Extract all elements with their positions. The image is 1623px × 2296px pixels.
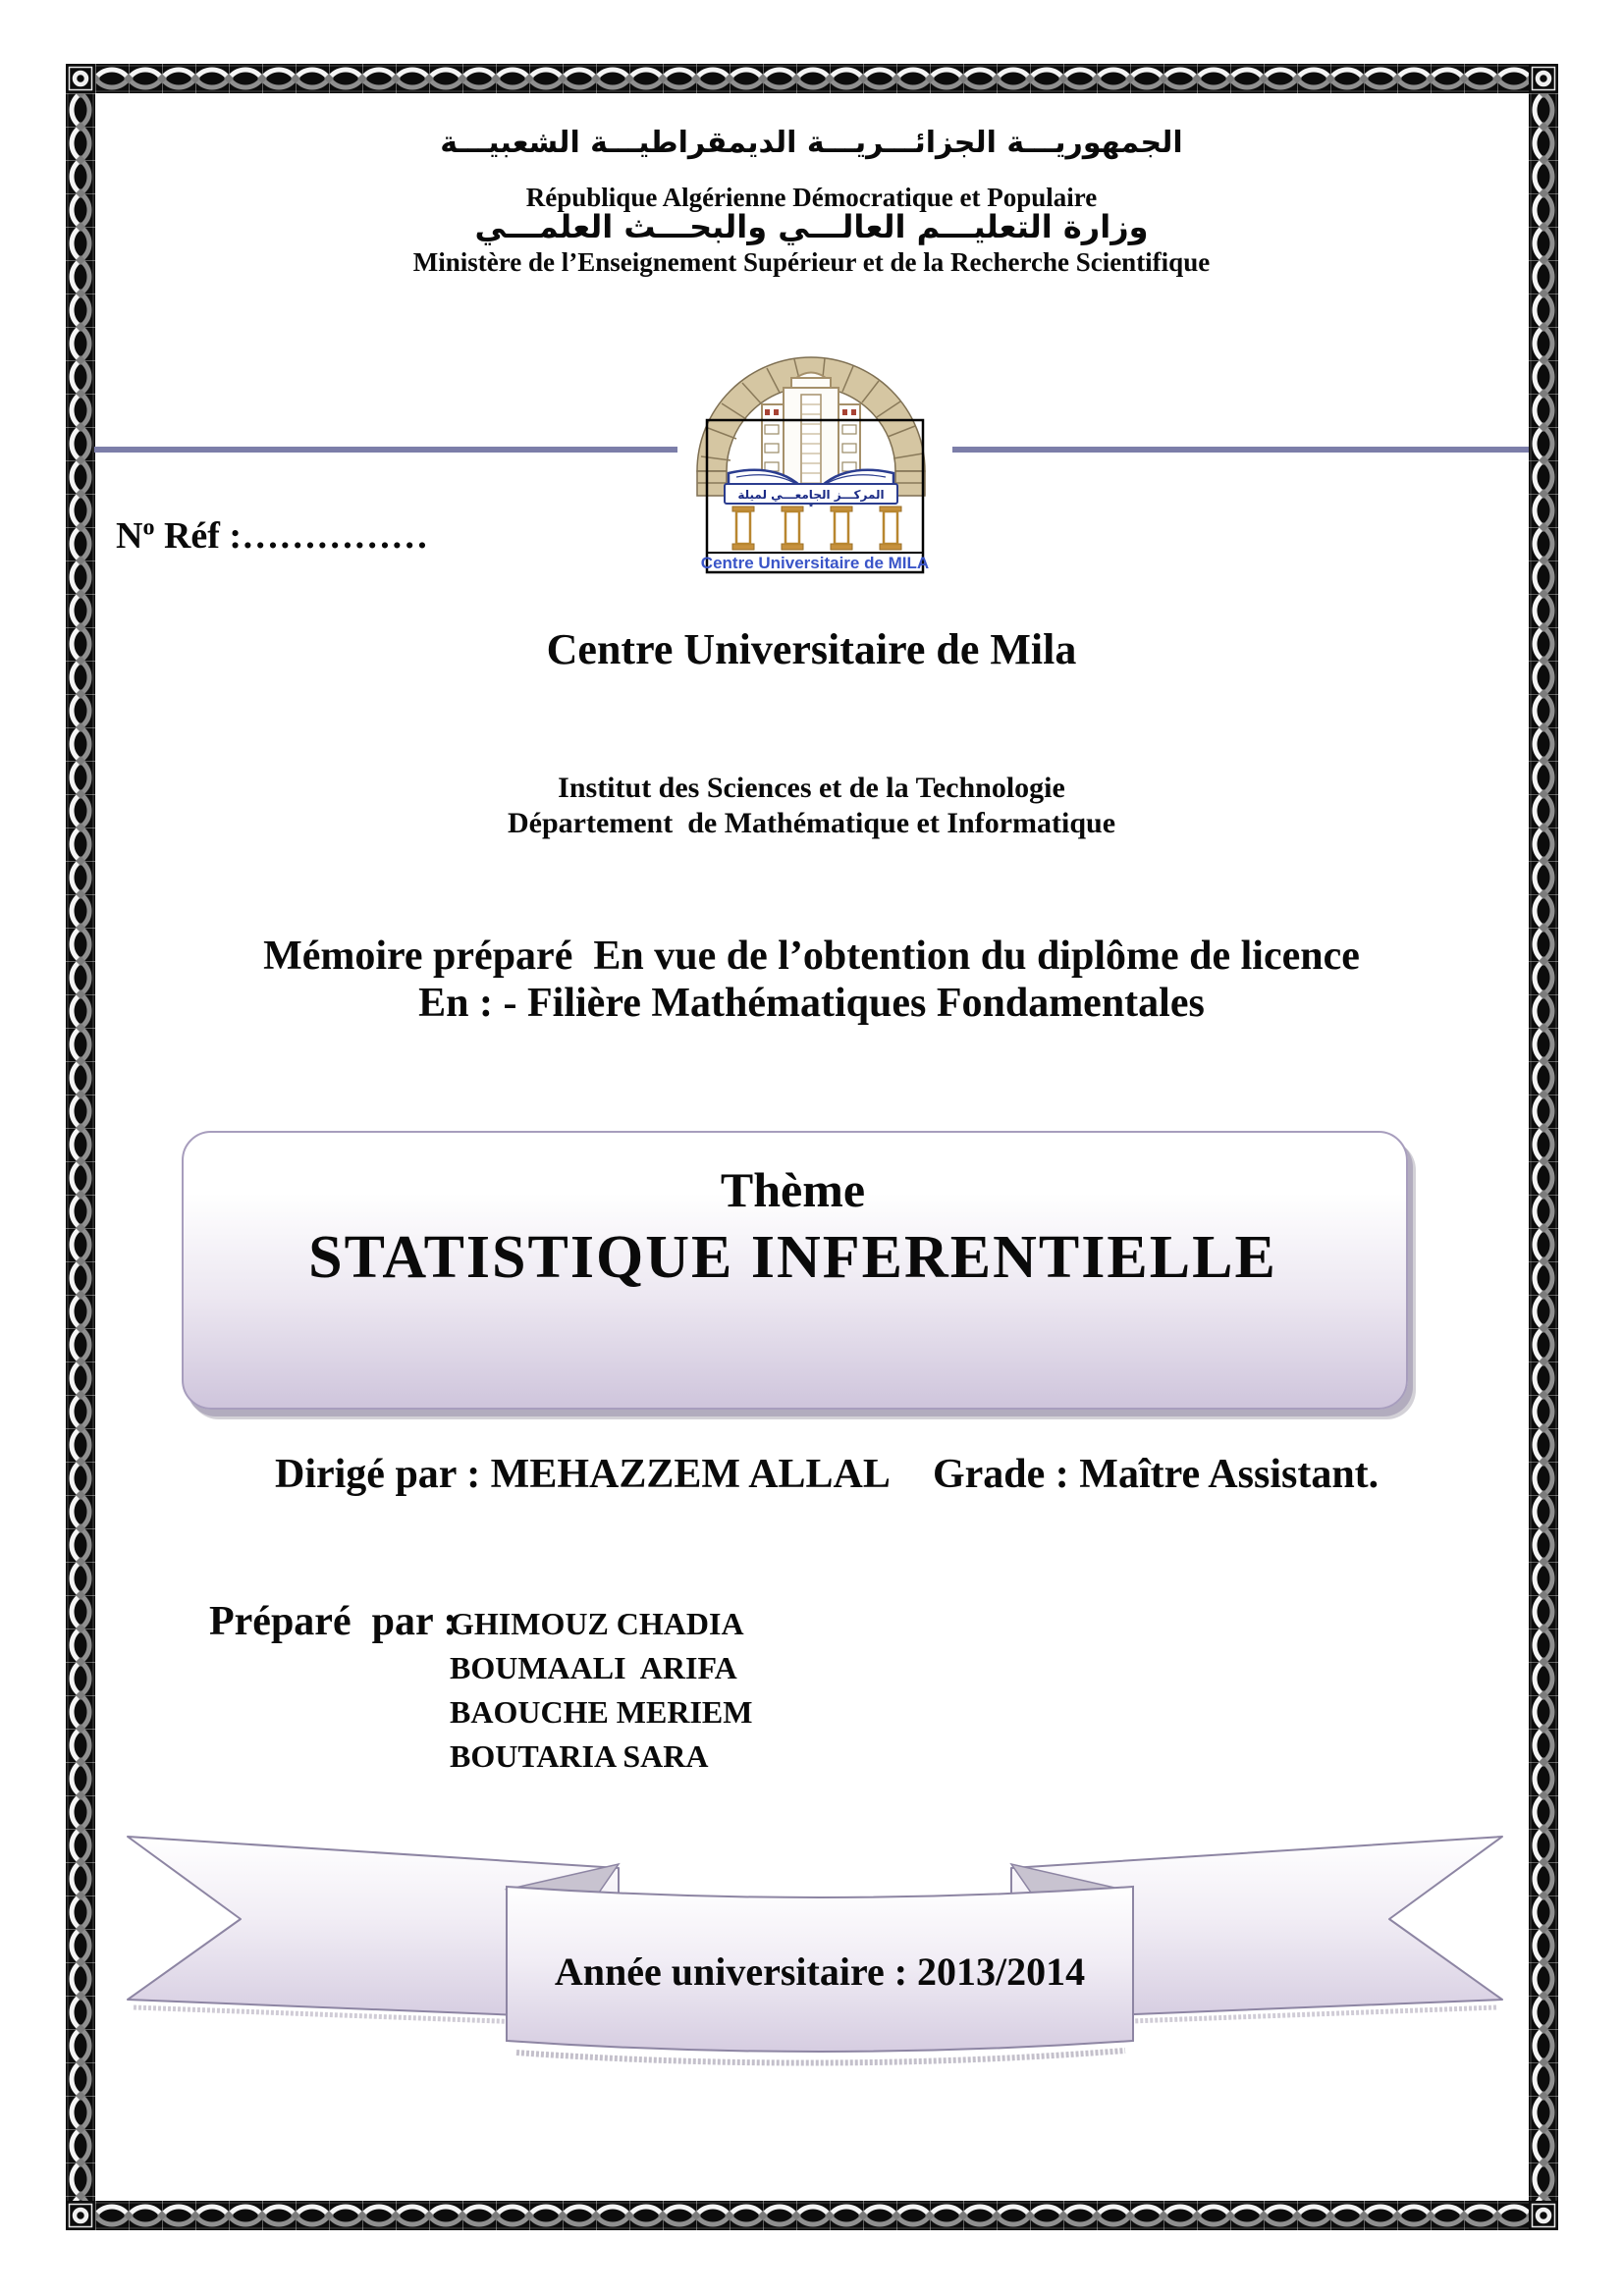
theme-title: STATISTIQUE INFERENTIELLE (308, 1224, 1277, 1291)
university-logo (668, 324, 962, 584)
prepared-name: GHIMOUZ CHADIA (450, 1606, 744, 1641)
header-french-ministry: Ministère de l’Enseignement Supérieur et de la Recherche Scientifique (412, 247, 1211, 277)
reference-prefix: N (116, 515, 143, 557)
grade-text: Grade : Maître Assistant. (933, 1452, 1380, 1497)
reference-superscript: o (142, 514, 155, 541)
logo-caption-text: Centre Universitaire de MILA (700, 554, 930, 572)
department-name: Département de Mathématique et Informatique (507, 807, 1116, 839)
prepared-names-list (450, 1602, 752, 1779)
academic-year-text: Année universitaire : 2013/2014 (554, 1949, 1086, 1994)
logo-arabic-text: المركـــز الجامعـــي لميلة (737, 488, 885, 502)
logo-arabic-banner (725, 484, 897, 504)
frame-corner-top-left-icon (66, 64, 95, 93)
frame-top-border (95, 64, 1529, 93)
prepared-name: BAOUCHE MERIEM (450, 1694, 753, 1730)
header-arabic-republic: الجمهوريـــة الجزائـــريـــة الديمقراطيـــة الشعبيـــة (440, 126, 1183, 160)
prepared-by-label: Préparé par : (209, 1599, 458, 1644)
frame-bottom-border (95, 2201, 1529, 2230)
reference-dots: Réf :…………… (154, 515, 429, 557)
memoire-line-1: Mémoire préparé En vue de l’obtention du diplôme de licence (263, 934, 1360, 979)
frame-corner-top-right-icon (1529, 64, 1558, 93)
university-title: Centre Universitaire de Mila (546, 625, 1077, 673)
theme-label: Thème (720, 1162, 866, 1217)
frame-corner-bottom-left-icon (66, 2201, 95, 2230)
header-french-republic: République Algérienne Démocratique et Populaire (525, 183, 1098, 212)
directed-by-text: Dirigé par : MEHAZZEM ALLAL (275, 1452, 891, 1497)
reference-number (116, 514, 428, 558)
prepared-name: BOUTARIA SARA (450, 1738, 709, 1774)
year-ribbon (108, 1821, 1522, 2066)
prepared-name: BOUMAALI ARIFA (450, 1650, 737, 1685)
frame-left-border (66, 93, 95, 2201)
memoire-line-2: En : - Filière Mathématiques Fondamentales (418, 981, 1205, 1026)
institute-name: Institut des Sciences et de la Technologie (558, 772, 1065, 804)
header-arabic-ministry: وزارة التعليـــم العالـــي والبحـــث العلمـــي (474, 208, 1149, 245)
frame-corner-bottom-right-icon (1529, 2201, 1558, 2230)
frame-right-border (1529, 93, 1558, 2201)
